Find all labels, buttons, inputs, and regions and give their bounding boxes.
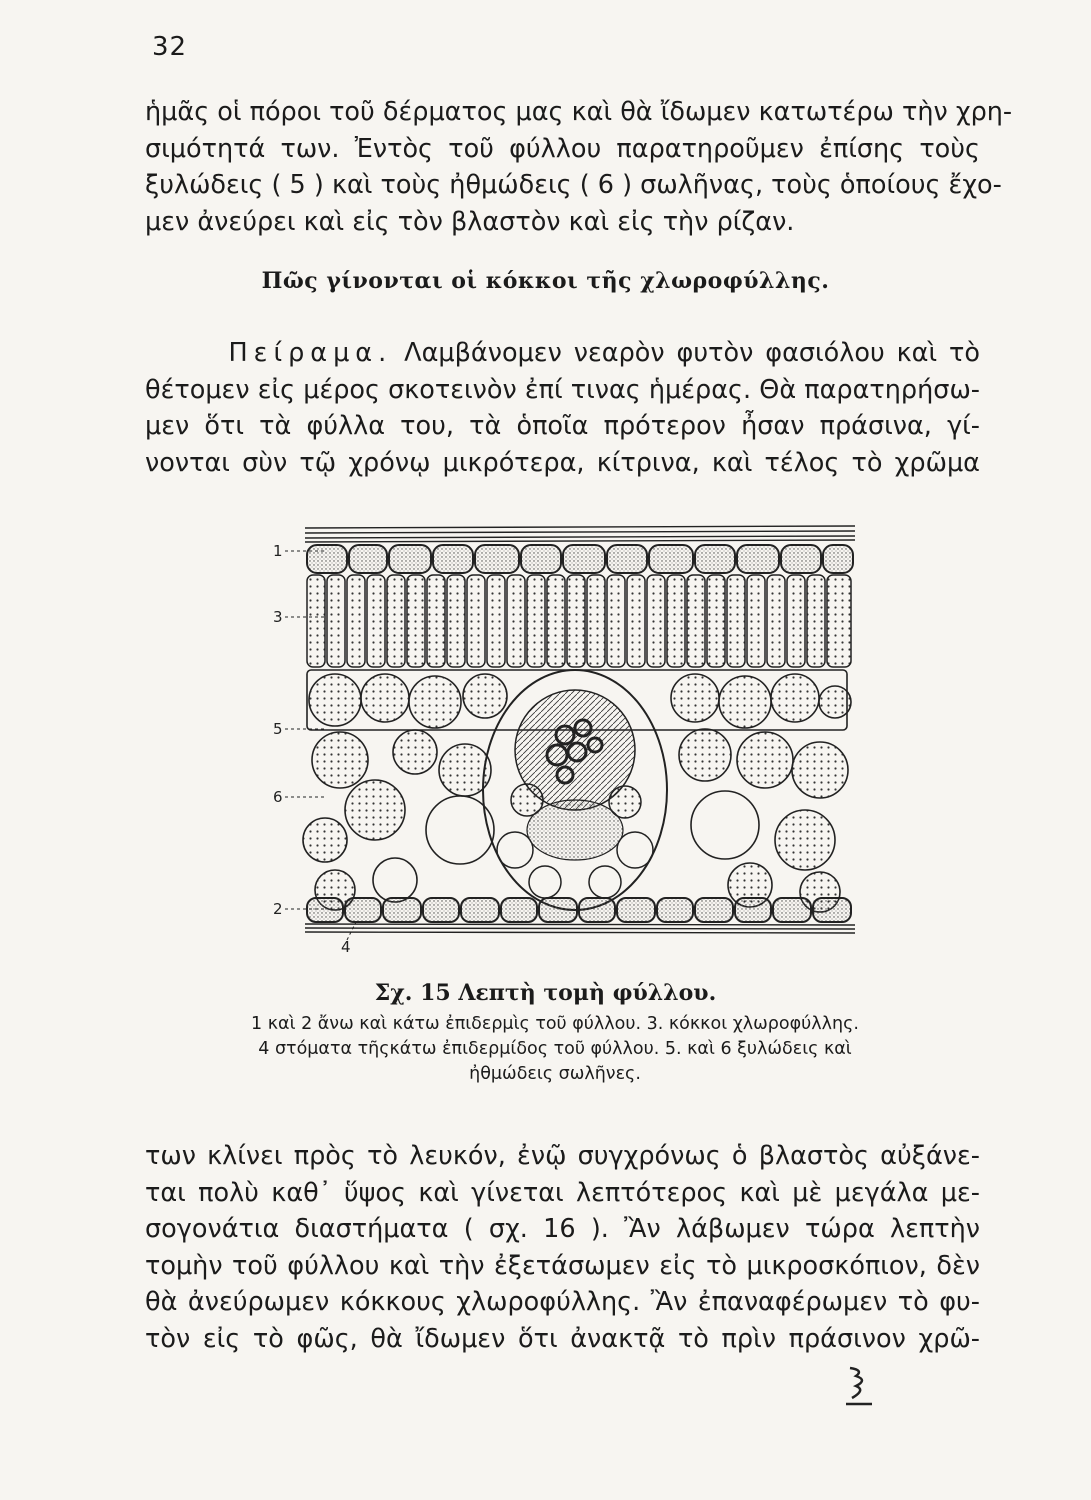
text-line: τὸν εἰς τὸ φῶς, θὰ ἴδωμεν ὅτι ἀνακτᾷ τὸ πρὶν πράσινον χρῶ- bbox=[145, 1323, 980, 1354]
text-line: τομὴν τοῦ φύλλου καὶ τὴν ἐξετάσωμεν εἰς τὸ μικροσκόπιον, δὲν bbox=[145, 1250, 980, 1281]
vascular-bundle bbox=[483, 670, 667, 910]
upper-epidermis bbox=[307, 545, 853, 573]
text-line: ἡμᾶς οἱ πόροι τοῦ δέρματος μας καὶ θὰ ἴδωμεν κατωτέρω τὴν χρη- bbox=[145, 97, 1013, 127]
text-line: νονται σὺν τῷ χρόνῳ μικρότερα, κίτρινα, καὶ τέλος τὸ χρῶμα bbox=[145, 447, 980, 478]
leaf-cross-section-illustration bbox=[265, 520, 865, 960]
figure-label-1: 1 bbox=[273, 542, 283, 560]
figure-label-2: 2 bbox=[273, 900, 283, 918]
lower-cuticle bbox=[305, 924, 855, 933]
text-line: σογονάτια διαστήματα ( σχ. 16 ). Ἂν λάβωμεν τώρα λεπτὴν bbox=[145, 1214, 980, 1244]
text-line: ται πολὺ καθ᾽ ὕψος καὶ γίνεται λεπτότερος καὶ μὲ μεγάλα με- bbox=[145, 1177, 980, 1208]
text-line: θέτομεν εἰς μέρος σκοτεινὸν ἐπί τινας ἡμέρας. Θὰ παρατηρήσω- bbox=[145, 374, 980, 405]
figure-title: Σχ. 15 Λεπτὴ τομὴ φύλλου. bbox=[374, 980, 717, 1006]
text-line: θὰ ἀνεύρωμεν κόκκους χλωροφύλλης. Ἂν ἐπαναφέρωμεν τὸ φυ- bbox=[145, 1287, 980, 1317]
figure-label-4: 4 bbox=[341, 938, 351, 956]
text-line: των κλίνει πρὸς τὸ λευκόν, ἐνῷ συγχρόνως ὁ βλαστὸς αὐξάνε- bbox=[145, 1141, 980, 1171]
text-line: ξυλώδεις ( 5 ) καὶ τοὺς ἠθμώδεις ( 6 ) σωλῆνας, τοὺς ὁποίους ἔχο- bbox=[145, 170, 1002, 200]
lower-epidermis bbox=[307, 898, 851, 922]
figure-label-5: 5 bbox=[273, 720, 283, 738]
figure-caption-line: 1 καὶ 2 ἄνω καὶ κάτω ἐπιδερμὶς τοῦ φύλλου. 3. κόκκοι χλωροφύλλης. bbox=[251, 1014, 859, 1034]
page-number: 32 bbox=[152, 32, 188, 62]
figure-caption-line: ἠθμώδεις σωλῆνες. bbox=[469, 1064, 641, 1084]
signature-mark bbox=[842, 1360, 882, 1416]
experiment-lead: Πείραμα. bbox=[228, 338, 393, 368]
text-fragment: Λαμβάνομεν νεαρὸν φυτὸν φασιόλου καὶ τὸ bbox=[404, 338, 980, 368]
upper-cuticle bbox=[305, 526, 855, 542]
section-heading: Πῶς γίνονται οἱ κόκκοι τῆς χλωροφύλλης. bbox=[261, 268, 830, 294]
paragraph-3 bbox=[145, 1138, 980, 1357]
text-line: σιμότητά των. Ἐντὸς τοῦ φύλλου παρατηροῦμεν ἐπίσης τοὺς bbox=[145, 133, 980, 164]
text-line: μεν ἀνεύρει καὶ εἰς τὸν βλαστὸν καὶ εἰς τὴν ρίζαν. bbox=[145, 206, 795, 237]
figure-label-3: 3 bbox=[273, 608, 283, 626]
figure-caption-line: 4 στόματα τῆςκάτω ἐπιδερμίδος τοῦ φύλλου. 5. καὶ 6 ξυλώδεις καὶ bbox=[258, 1039, 852, 1059]
text-line bbox=[145, 335, 980, 372]
figure-label-6: 6 bbox=[273, 788, 283, 806]
palisade-layer bbox=[307, 575, 851, 667]
text-line: μεν ὅτι τὰ φύλλα του, τὰ ὁποῖα πρότερον ἦσαν πράσινα, γί- bbox=[145, 411, 980, 441]
paragraph-1 bbox=[145, 94, 1013, 240]
paragraph-2 bbox=[145, 335, 980, 481]
